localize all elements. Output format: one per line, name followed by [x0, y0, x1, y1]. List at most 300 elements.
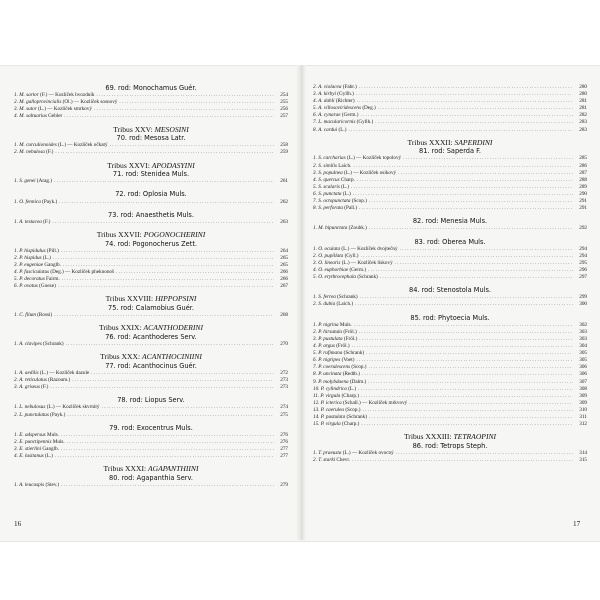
species-entry — [14, 219, 288, 226]
tribus-heading — [14, 353, 288, 362]
tribus-name: SAPERDINI — [454, 137, 493, 147]
species-author: (Schrank) — [343, 350, 365, 357]
page-number-left: 16 — [14, 520, 22, 528]
species-name: 1. A. aedilis — [14, 369, 39, 376]
leader-dots — [358, 386, 573, 393]
page-reference: 280 — [579, 91, 587, 98]
species-name: 5. P. decoratus — [14, 276, 45, 283]
species-name: 4. M. saltuarius — [14, 113, 47, 120]
species-name: 3. M. sutor — [14, 106, 37, 113]
page-reference: 273 — [280, 377, 288, 384]
left-page — [14, 84, 288, 489]
species-entry — [14, 312, 288, 319]
page-reference: 287 — [579, 169, 587, 176]
page-reference: 306 — [579, 364, 587, 371]
species-author: (Redtb.) — [342, 371, 360, 378]
species-author: (F.) — [41, 384, 49, 391]
species-author: (Gyll.) — [344, 252, 359, 259]
species-name: 2. M. nebulosa — [14, 149, 45, 156]
tribus-name: ACANTHODERINI — [143, 323, 203, 333]
species-author: (Scop.) — [351, 198, 367, 205]
species-name: 14. P. pustulata — [313, 413, 346, 420]
tribus-name: TETRAOPINI — [453, 432, 497, 442]
leader-dots — [356, 91, 573, 98]
page-reference: 281 — [579, 98, 587, 105]
genus-heading: 83. rod: Oberea Muls. — [414, 237, 486, 246]
page-reference: 281 — [579, 105, 587, 112]
species-name: 11. P. virgula — [313, 392, 341, 399]
leader-dots — [359, 336, 573, 343]
species-entry — [14, 482, 288, 489]
leader-dots — [50, 384, 274, 391]
species-name: 1. T. praeusta — [313, 449, 342, 456]
species-entry — [313, 414, 587, 421]
leader-dots — [409, 400, 573, 407]
species-name: 3. E. stierlini — [14, 446, 42, 453]
species-author: (Pill.) — [46, 247, 59, 254]
species-author: (L.) — Kozlíček smrkový — [38, 106, 92, 113]
species-entry — [313, 336, 587, 343]
species-entry — [313, 253, 587, 260]
genus-heading: 81. rod: Saperda F. — [419, 147, 481, 156]
species-name: 4. P. fasciculatus — [14, 269, 50, 276]
species-entry — [313, 198, 587, 205]
leader-dots — [96, 92, 274, 99]
species-name: 1. S. carcharias — [313, 155, 346, 162]
species-author: (Gyllh.) — [337, 91, 354, 98]
species-name: 9. P. molybdaena — [313, 378, 349, 385]
page-reference: 294 — [579, 245, 587, 252]
leader-dots — [61, 482, 274, 489]
species-entry — [313, 371, 587, 378]
leader-dots — [359, 205, 573, 212]
tribus-name: POGONOCHERINI — [143, 230, 206, 240]
species-author: (L.) — Kozlíček ovocný — [342, 449, 394, 456]
genus-heading: 75. rod: Calamobius Guér. — [108, 304, 194, 312]
species-author: (Voet) — [341, 357, 355, 364]
species-name: 5. O. erythrocephala — [313, 274, 357, 281]
species-entry — [14, 269, 288, 276]
species-author: (Fabr.) — [342, 84, 357, 90]
species-author: (Scop.) — [351, 364, 367, 371]
page-reference: 273 — [280, 384, 288, 391]
species-author: (Schrank) — [357, 274, 378, 281]
species-name: 1. M. curculionoides — [14, 142, 57, 149]
leader-dots — [355, 301, 573, 308]
leader-dots — [359, 329, 573, 336]
leader-dots — [110, 142, 274, 149]
species-author: (L.) — Kozlíček topolový — [346, 155, 402, 162]
species-author: (Laich.) — [336, 301, 354, 308]
page-reference: 303 — [579, 335, 587, 342]
book-gutter — [296, 65, 306, 540]
page-reference: 311 — [579, 413, 587, 420]
page-reference: 279 — [280, 482, 288, 489]
species-author: (Schrank) — [337, 294, 358, 301]
species-entry — [313, 400, 587, 407]
tribus-heading — [313, 433, 587, 442]
species-entry — [313, 267, 587, 274]
tribus-heading — [14, 126, 288, 135]
genus-heading: 82. rod: Menesia Muls. — [412, 217, 488, 226]
species-entry — [313, 91, 587, 98]
leader-dots — [61, 248, 274, 255]
leader-dots — [66, 341, 274, 348]
page-reference: 283 — [579, 126, 587, 133]
leader-dots — [352, 343, 573, 350]
page-reference: 280 — [579, 84, 587, 90]
species-author: (L.) — [341, 183, 350, 190]
species-entry — [313, 350, 587, 357]
species-name: 1. A. testacea — [14, 218, 42, 225]
page-reference: 267 — [280, 283, 288, 290]
page-reference: 257 — [280, 113, 288, 120]
tribus-name: MESOSINI — [154, 124, 189, 134]
tribus-name: AGAPANTHIINI — [147, 464, 199, 474]
leader-dots — [403, 155, 573, 162]
species-name: 12. P. icterica — [313, 399, 342, 406]
leader-dots — [59, 199, 274, 206]
leader-dots — [356, 357, 573, 364]
leader-dots — [362, 407, 573, 414]
species-entry — [14, 178, 288, 185]
species-author: (L.) — Kozlíček osikový — [343, 169, 397, 176]
species-entry — [313, 393, 587, 400]
page-reference: 262 — [280, 198, 288, 205]
species-author: (Zoubk.) — [348, 225, 367, 232]
page-reference: 288 — [579, 176, 587, 183]
species-author: (Razoum.) — [48, 377, 71, 384]
page-reference: 302 — [579, 321, 587, 328]
species-author: (F.) — [46, 149, 54, 156]
species-name: 3. A. kirbyi — [313, 91, 336, 98]
species-name: 1. S. ferrea — [313, 294, 336, 301]
page-reference: 259 — [280, 149, 288, 156]
page-reference: 307 — [579, 378, 587, 385]
leader-dots — [357, 177, 573, 184]
page-reference: 309 — [579, 399, 587, 406]
leader-dots — [61, 432, 274, 439]
species-entry — [313, 386, 587, 393]
page-reference: 314 — [579, 449, 587, 456]
species-author: (L.) — Kozlíček lískový — [341, 259, 393, 266]
genus-heading: 86. rod: Tetrops Steph. — [412, 441, 488, 450]
species-entry — [313, 163, 587, 170]
species-entry — [313, 450, 587, 457]
leader-dots — [361, 253, 573, 260]
page-reference: 285 — [579, 155, 587, 162]
page-reference: 282 — [579, 112, 587, 119]
page-reference: 258 — [280, 142, 288, 149]
page-reference: 305 — [579, 357, 587, 364]
species-entry — [313, 274, 587, 281]
species-name: 2. M. galloprovincialis — [14, 99, 62, 106]
species-entry — [14, 404, 288, 411]
leader-dots — [396, 450, 573, 457]
leader-dots — [53, 255, 274, 262]
species-entry — [14, 106, 288, 113]
page-reference: 291 — [579, 198, 587, 205]
species-name: 5. P. rufimana — [313, 350, 343, 357]
leader-dots — [369, 414, 573, 421]
page-reference: 296 — [579, 266, 587, 273]
species-name: 4. E. lusitanus — [14, 453, 44, 460]
species-entry — [313, 84, 587, 91]
tribus-heading — [14, 295, 288, 304]
species-entry — [14, 370, 288, 377]
page-reference: 303 — [579, 328, 587, 335]
genus-heading: 84. rod: Stenostola Muls. — [409, 286, 491, 295]
tribus-name: APODASYINI — [151, 160, 195, 170]
species-name: 1. M. bipunctata — [313, 225, 348, 232]
species-entry — [14, 113, 288, 120]
tribus-label: Tribus XXVI: — [107, 160, 152, 170]
species-entry — [313, 364, 587, 371]
species-entry — [313, 301, 587, 308]
species-author: (Germ.) — [349, 266, 367, 273]
page-reference: 268 — [280, 312, 288, 319]
leader-dots — [368, 267, 573, 274]
leader-dots — [375, 119, 573, 126]
leader-dots — [400, 246, 573, 253]
species-entry — [14, 142, 288, 149]
page-reference: 263 — [280, 218, 288, 225]
species-entry — [313, 421, 587, 428]
species-author: (Scop.) — [345, 406, 361, 413]
species-entry — [14, 92, 288, 99]
species-author: (L.) — Kozlíček dvojtečný — [341, 245, 398, 252]
species-name: 2. S. similis — [313, 162, 337, 169]
species-entry — [14, 276, 288, 283]
page-reference: 315 — [579, 457, 587, 464]
leader-dots — [94, 106, 274, 113]
species-name: 2. S. dubia — [313, 301, 336, 308]
tribus-heading — [14, 465, 288, 474]
species-entry — [313, 329, 587, 336]
leader-dots — [369, 364, 573, 371]
page-reference: 265 — [280, 254, 288, 261]
leader-dots — [55, 149, 274, 156]
tribus-label: Tribus XXVII: — [96, 230, 144, 240]
page-reference: 310 — [579, 406, 587, 413]
species-entry — [313, 357, 587, 364]
species-entry — [313, 294, 587, 301]
leader-dots — [362, 371, 573, 378]
species-author: Ganglb. — [42, 446, 59, 453]
species-name: 2. A. violacea — [313, 84, 342, 90]
tribus-heading — [14, 324, 288, 333]
species-author: (L.) — [42, 254, 51, 261]
species-entry — [14, 412, 288, 419]
species-author: (L.) — [348, 385, 357, 392]
page-reference: 292 — [579, 225, 587, 232]
species-name: 8. S. perforata — [313, 205, 343, 212]
species-name: 2. A. reticulatus — [14, 377, 47, 384]
species-author: (Richter) — [335, 98, 355, 105]
genus-heading: 70. rod: Mesosa Latr. — [116, 134, 186, 143]
page-reference: 305 — [579, 350, 587, 357]
species-name: 3. P. eugeniae — [14, 262, 44, 269]
species-author: (Germ.) — [341, 112, 359, 119]
species-name: 1. C. filum — [14, 312, 36, 319]
species-name: 5. A. villosoviridescens — [313, 105, 362, 112]
species-entry — [14, 199, 288, 206]
leader-dots — [353, 163, 573, 170]
species-author: Gebler — [48, 113, 63, 120]
page-number-right: 17 — [573, 520, 581, 528]
page-reference: 295 — [579, 259, 587, 266]
leader-dots — [360, 112, 573, 119]
species-entry — [14, 384, 288, 391]
leader-dots — [366, 350, 573, 357]
species-entry — [313, 155, 587, 162]
species-entry — [313, 343, 587, 350]
species-name: 7. S. octopunctata — [313, 198, 351, 205]
page-reference: 256 — [280, 106, 288, 113]
species-name: 4. O. euphorbiae — [313, 266, 349, 273]
page-reference: 309 — [579, 392, 587, 399]
leader-dots — [101, 404, 274, 411]
genus-heading: 80. rod: Agapanthia Serv. — [109, 473, 193, 482]
tribus-name: ACANTHOCINIINI — [142, 352, 202, 362]
species-entry — [313, 177, 587, 184]
page-reference: 270 — [280, 341, 288, 348]
leader-dots — [348, 127, 573, 134]
species-name: 7. P. coerulescens — [313, 364, 351, 371]
species-entry — [313, 322, 587, 329]
leader-dots — [398, 170, 573, 177]
species-entry — [313, 127, 587, 134]
species-author: (L.) — [338, 126, 347, 133]
species-name: 4. S. quercus — [313, 176, 340, 183]
leader-dots — [54, 178, 274, 185]
species-author: (Schall.) — Kozlíček mrkvový — [343, 399, 408, 406]
species-author: (Payk.) — [42, 198, 58, 205]
species-entry — [313, 119, 587, 126]
species-author: (Fröl.) — [343, 328, 357, 335]
species-author: Chevr. — [336, 457, 351, 464]
species-name: 1. L. nebulosus — [14, 404, 46, 411]
species-name: 1. O. fennica — [14, 198, 41, 205]
page-reference: 254 — [280, 92, 288, 99]
leader-dots — [119, 99, 274, 106]
page-reference: 277 — [280, 446, 288, 453]
species-author: (F.) — Kozlíček hvozdník — [40, 92, 95, 99]
species-name: 1. M. sartor — [14, 92, 39, 99]
page-reference: 276 — [280, 431, 288, 438]
species-name: 6. P. ovatus — [14, 283, 38, 290]
species-author: (Goeze) — [39, 283, 56, 290]
species-name: 3. O. linearis — [313, 259, 341, 266]
species-name: 8. P. uncinata — [313, 371, 342, 378]
species-author: Muls. — [339, 321, 352, 328]
page-reference: 275 — [280, 411, 288, 418]
species-entry — [313, 98, 587, 105]
species-entry — [14, 149, 288, 156]
species-name: 3. A. griseus — [14, 384, 40, 391]
tribus-label: Tribus XXIX: — [99, 323, 144, 333]
tribus-label: Tribus XXXI: — [103, 464, 148, 474]
species-author: (Payk.) — [50, 411, 66, 418]
leader-dots — [351, 184, 573, 191]
page-reference: 291 — [579, 205, 587, 212]
species-entry — [14, 341, 288, 348]
species-author: (Schrank) — [346, 413, 367, 420]
species-author: (L.) — [342, 190, 351, 197]
species-entry — [313, 170, 587, 177]
species-author: (Schrank) — [43, 341, 64, 348]
species-name: 5. S. scalaris — [313, 183, 340, 190]
species-name: 1. S. genei — [14, 178, 36, 185]
species-name: 7. L. macularicornis — [313, 119, 356, 126]
leader-dots — [378, 105, 573, 112]
species-entry — [14, 255, 288, 262]
leader-dots — [64, 113, 274, 120]
species-author: (Deg.) — Kozlíček pheknonoš — [50, 269, 115, 276]
species-entry — [14, 446, 288, 453]
species-entry — [313, 379, 587, 386]
tribus-heading — [14, 162, 288, 171]
species-name: 4. P. argus — [313, 343, 335, 350]
species-author: (Rossi) — [37, 312, 53, 319]
species-entry — [313, 205, 587, 212]
species-author: (Stev.) — [45, 482, 60, 489]
page-reference: 277 — [280, 453, 288, 460]
leader-dots — [354, 322, 573, 329]
species-author: (F.) — [43, 218, 51, 225]
species-name: 4. A. dahli — [313, 98, 335, 105]
tribus-label: Tribus XXX: — [100, 352, 142, 362]
tribus-label: Tribus XXXII: — [407, 137, 455, 147]
genus-heading: 69. rod: Monochamus Guér. — [105, 84, 197, 92]
species-author: Charp. — [340, 176, 355, 183]
page-reference: 266 — [280, 276, 288, 283]
species-name: 10. P. cylindrica — [313, 385, 347, 392]
species-name: 1. P. nigrina — [313, 321, 339, 328]
species-author: Ganglb. — [44, 262, 61, 269]
species-entry — [313, 260, 587, 267]
genus-heading: 77. rod: Acanthocinus Guér. — [105, 361, 197, 370]
right-page — [313, 84, 587, 464]
species-name: 8. A. cardui — [313, 126, 338, 133]
leader-dots — [67, 412, 274, 419]
leader-dots — [361, 421, 573, 428]
species-author: (Gyllh.) — [356, 119, 374, 126]
species-name: 6. P. nigripes — [313, 357, 341, 364]
leader-dots — [353, 191, 573, 198]
page-reference: 283 — [579, 119, 587, 126]
species-author: (L.) — Kozlíček dazule — [40, 369, 90, 376]
species-name: 2. O. pupillata — [313, 252, 344, 259]
species-name: 13. P. caerulea — [313, 406, 345, 413]
tribus-heading — [313, 139, 587, 148]
page-reference: 265 — [280, 262, 288, 269]
species-entry — [313, 225, 587, 232]
tribus-label: Tribus XXV: — [113, 124, 155, 134]
species-name: 2. L. punctulatus — [14, 411, 49, 418]
page-reference: 294 — [579, 252, 587, 259]
leader-dots — [352, 457, 573, 464]
species-entry — [14, 283, 288, 290]
leader-dots — [58, 283, 274, 290]
species-author: Muls. — [47, 431, 59, 438]
species-entry — [313, 112, 587, 119]
species-author: (Deg.) — [362, 105, 376, 112]
leader-dots — [369, 198, 573, 205]
leader-dots — [369, 225, 573, 232]
species-author: (Ol.) — Kozlíček sosnový — [62, 99, 118, 106]
genus-heading: 78. rod: Liopus Serv. — [117, 396, 185, 405]
